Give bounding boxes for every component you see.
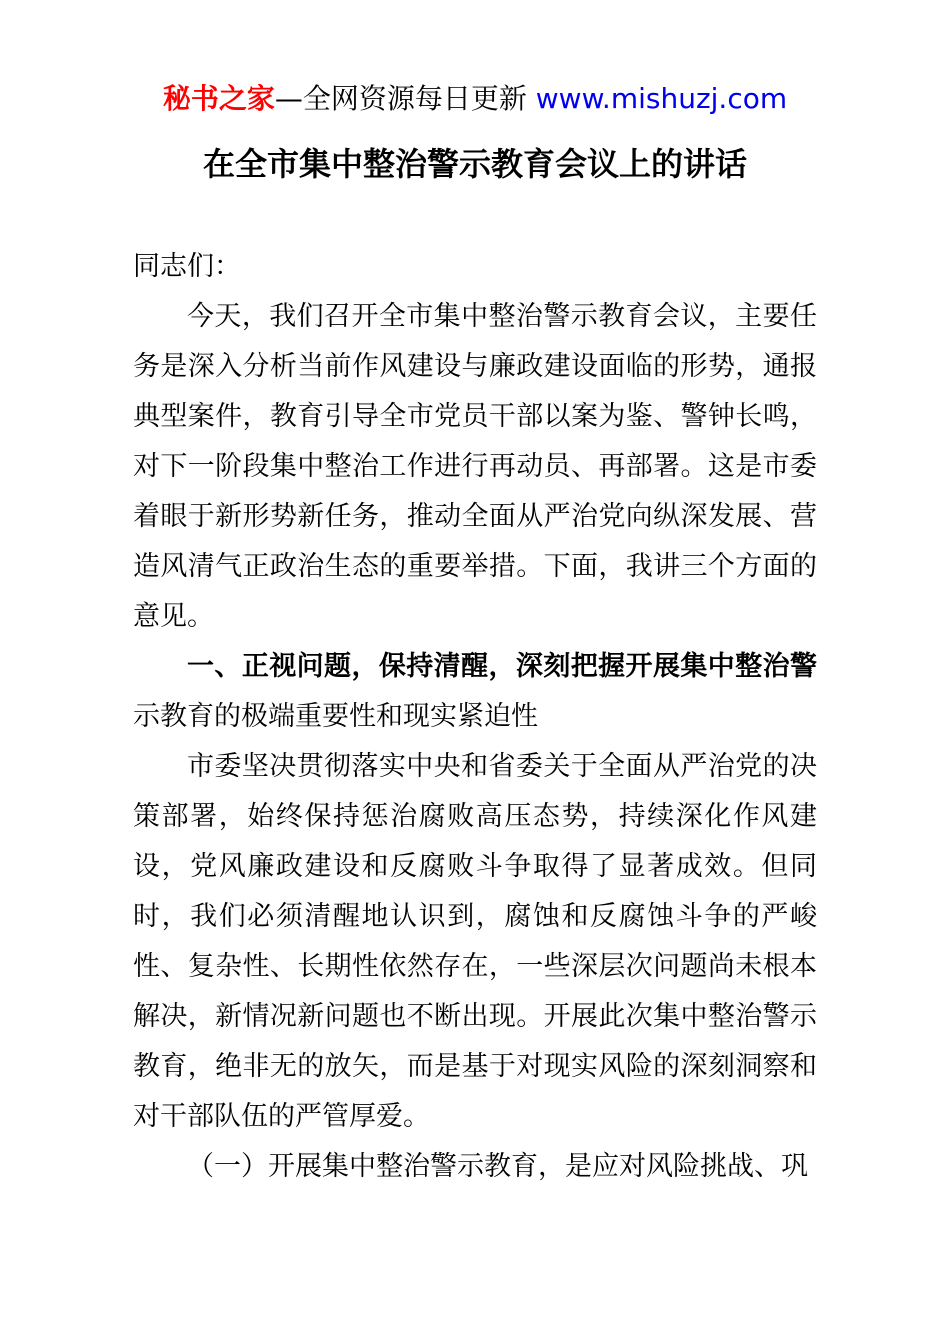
site-url-link[interactable]: www.mishuzj.com	[535, 82, 788, 115]
document-header	[0, 82, 950, 116]
document-title: 在全市集中整治警示教育会议上的讲话	[202, 145, 747, 183]
section-heading-1	[133, 642, 817, 742]
subsection-heading-1: （一）开展集中整治警示教育，是应对风险挑战、巩	[187, 1151, 808, 1182]
site-tagline: —全网资源每日更新	[274, 82, 536, 115]
section-heading-1-bold: 一、正视问题，保持清醒，深刻把握开展集中整治警	[187, 651, 817, 682]
paragraph-main: 市委坚决贯彻落实中央和省委关于全面从严治党的决策部署，始终保持惩治腐败高压态势，持续深化作风建设，党风廉政建设和反腐败斗争取得了显著成效。但同时，我们必须清醒地认识到，腐蚀和反腐蚀斗争的严峻性、复杂性、长期性依然存在，一些深层次问题尚未根本解决，新情况新问题也不断出现。开展此次集中整治警示教育，绝非无的放矢，而是基于对现实风险的深刻洞察和对干部队伍的严管厚爱。	[133, 751, 817, 1132]
document-body	[133, 242, 817, 1192]
section-heading-1-rest: 示教育的极端重要性和现实紧迫性	[133, 701, 538, 732]
site-brand: 秘书之家	[162, 82, 275, 115]
salutation: 同志们：	[133, 251, 241, 282]
paragraph-intro: 今天，我们召开全市集中整治警示教育会议，主要任务是深入分析当前作风建设与廉政建设面临的形势，通报典型案件，教育引导全市党员干部以案为鉴、警钟长鸣，对下一阶段集中整治工作进行再动员、再部署。这是市委着眼于新形势新任务，推动全面从严治党向纵深发展、营造风清气正政治生态的重要举措。下面，我讲三个方面的意见。	[133, 301, 817, 632]
